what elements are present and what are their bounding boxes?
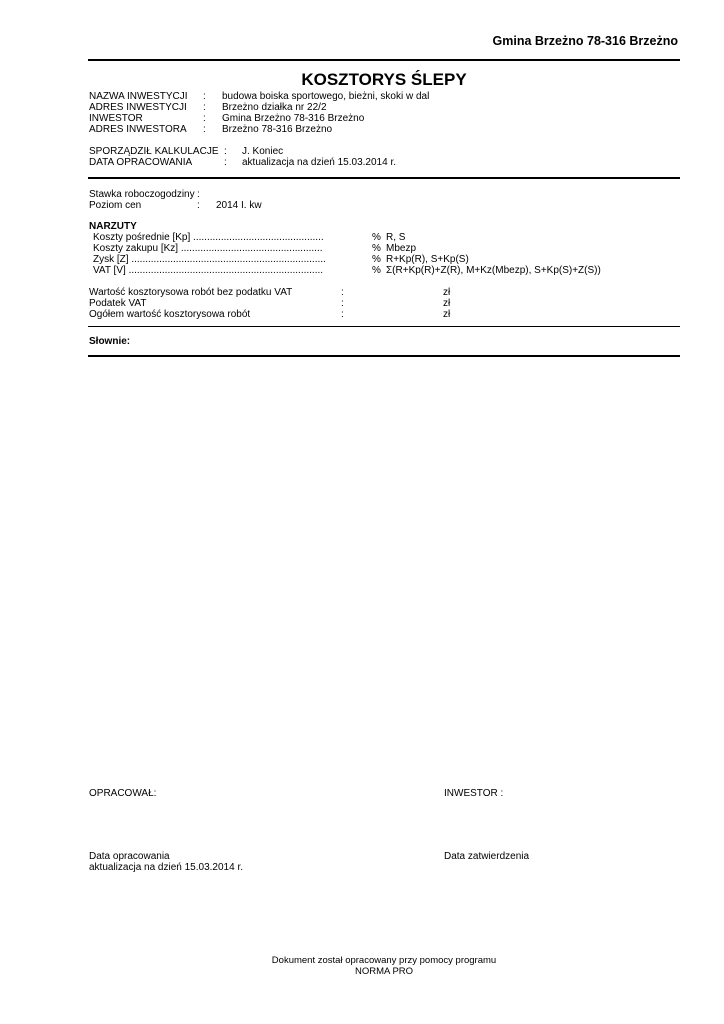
prepared-label: SPORZĄDZIŁ KALKULACJE (89, 146, 219, 157)
footer-line2: NORMA PRO (354, 966, 414, 977)
total-label: Podatek VAT (89, 298, 147, 309)
info-label: ADRES INWESTORA (89, 124, 187, 135)
inwestor-label: INWESTOR : (444, 788, 504, 799)
rate-label: Stawka roboczogodziny (89, 189, 195, 200)
total-unit: zł (443, 298, 451, 309)
page-title: KOSZTORYS ŚLEPY (301, 70, 467, 89)
narzut-label: Zysk [Z] ...................................................................... (93, 254, 326, 265)
footer-line1: Dokument został opracowany przy pomocy programu (271, 955, 497, 966)
total-sep: : (341, 287, 344, 298)
info-label: ADRES INWESTYCJI (89, 102, 187, 113)
info-label: NAZWA INWESTYCJI (89, 91, 188, 102)
narzuty-heading: NARZUTY (89, 221, 137, 232)
info-sep: : (203, 113, 206, 124)
narzut-label: Koszty zakupu [Kz] ................................................... (93, 243, 323, 254)
header-org: Gmina Brzeżno 78-316 Brzeżno (492, 34, 678, 48)
narzut-basis: Mbezp (386, 243, 417, 254)
section-rule (88, 355, 680, 357)
info-label: INWESTOR (89, 113, 143, 124)
narzut-pct: % (372, 232, 381, 243)
total-label: Ogółem wartość kosztorysowa robót (89, 309, 251, 320)
narzut-pct: % (372, 265, 381, 276)
data-opracowania-value: aktualizacja na dzień 15.03.2014 r. (89, 862, 243, 873)
prepared-value: aktualizacja na dzień 15.03.2014 r. (242, 157, 396, 168)
total-unit: zł (443, 287, 451, 298)
narzut-basis: R, S (386, 232, 406, 243)
total-unit: zł (443, 309, 451, 320)
rate-value: 2014 I. kw (216, 200, 262, 211)
rate-sep: : (197, 200, 200, 211)
info-value: Brzeżno 78-316 Brzeżno (222, 124, 333, 135)
info-sep: : (203, 124, 206, 135)
prepared-sep: : (224, 157, 227, 168)
header-rule (88, 59, 680, 61)
total-label: Wartość kosztorysowa robót bez podatku VAT (89, 287, 293, 298)
section-rule (88, 177, 680, 179)
total-sep: : (341, 298, 344, 309)
prepared-label: DATA OPRACOWANIA (89, 157, 193, 168)
data-zatwierdzenia-label: Data zatwierdzenia (444, 851, 530, 862)
data-opracowania-label: Data opracowania (89, 851, 170, 862)
info-value: budowa boiska sportowego, bieżni, skoki w dal (222, 91, 430, 102)
info-sep: : (203, 102, 206, 113)
prepared-sep: : (224, 146, 227, 157)
narzut-basis: R+Kp(R), S+Kp(S) (386, 254, 469, 265)
rate-sep: : (197, 189, 200, 200)
narzut-label: Koszty pośrednie [Kp] ............................................... (93, 232, 324, 243)
narzut-pct: % (372, 243, 381, 254)
slownie-label: Słownie: (89, 336, 131, 347)
info-value: Brzeżno działka nr 22/2 (222, 102, 327, 113)
opracowal-label: OPRACOWAŁ: (89, 788, 157, 799)
narzut-label: VAT [V] ...................................................................... (93, 265, 324, 276)
narzut-pct: % (372, 254, 381, 265)
info-sep: : (203, 91, 206, 102)
narzut-basis: Σ(R+Kp(R)+Z(R), M+Kz(Mbezp), S+Kp(S)+Z(S)) (386, 265, 601, 276)
section-rule (88, 326, 680, 327)
rate-label: Poziom cen (89, 200, 142, 211)
info-value: Gmina Brzeżno 78-316 Brzeżno (222, 113, 365, 124)
total-sep: : (341, 309, 344, 320)
prepared-value: J. Koniec (242, 146, 284, 157)
